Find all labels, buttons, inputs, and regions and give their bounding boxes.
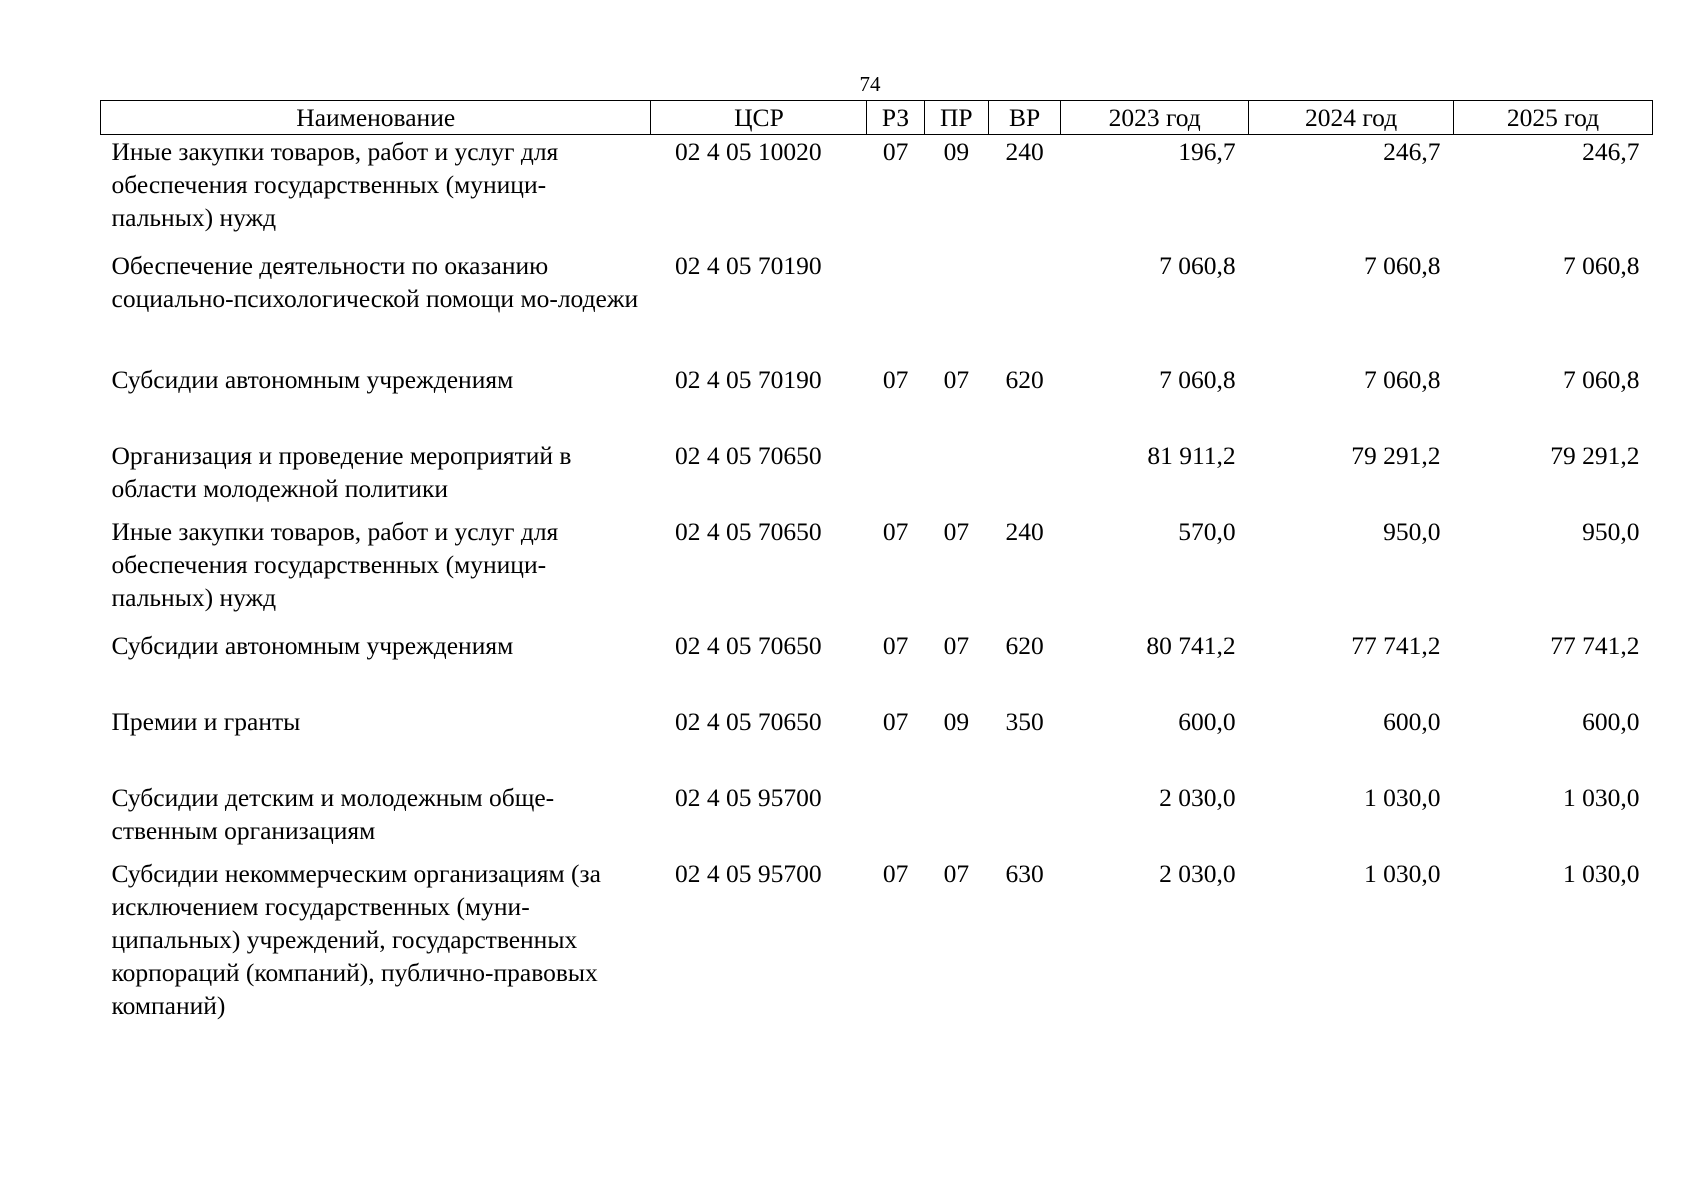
row-pr: 07 bbox=[943, 364, 970, 394]
table-row bbox=[101, 515, 1653, 629]
table-row bbox=[101, 363, 1653, 439]
row-vr: 350 bbox=[1005, 706, 1044, 736]
row-name: Премии и гранты bbox=[111, 706, 301, 736]
row-2024: 7 060,8 bbox=[1364, 250, 1441, 280]
header-2023: 2023 год bbox=[1061, 101, 1249, 135]
table-row bbox=[101, 135, 1653, 249]
row-pr bbox=[924, 781, 988, 857]
row-csr: 02 4 05 70190 bbox=[674, 364, 822, 394]
row-vr bbox=[988, 439, 1060, 515]
row-2024: 77 741,2 bbox=[1351, 630, 1441, 660]
row-2024: 950,0 bbox=[1383, 516, 1441, 546]
row-2025: 950,0 bbox=[1582, 516, 1640, 546]
table-row bbox=[101, 249, 1653, 363]
row-csr: 02 4 05 70650 bbox=[674, 516, 822, 546]
row-csr: 02 4 05 95700 bbox=[674, 782, 822, 812]
row-csr: 02 4 05 70650 bbox=[674, 706, 822, 736]
row-2023: 2 030,0 bbox=[1159, 858, 1236, 888]
row-2023: 7 060,8 bbox=[1159, 250, 1236, 280]
row-pr bbox=[924, 439, 988, 515]
row-2024: 7 060,8 bbox=[1364, 364, 1441, 394]
row-name: Иные закупки товаров, работ и услуг для обеспечения государственных (муници-пальных) нужд bbox=[111, 137, 559, 232]
row-rz bbox=[867, 781, 924, 857]
row-name: Субсидии детским и молодежным обще-ственным организациям bbox=[111, 782, 555, 845]
header-row bbox=[101, 101, 1653, 135]
row-2025: 1 030,0 bbox=[1563, 782, 1640, 812]
row-vr: 240 bbox=[1005, 137, 1044, 166]
row-pr: 07 bbox=[943, 516, 970, 546]
row-2023: 7 060,8 bbox=[1159, 364, 1236, 394]
row-2023: 2 030,0 bbox=[1159, 782, 1236, 812]
row-2024: 1 030,0 bbox=[1364, 858, 1441, 888]
table-row bbox=[101, 705, 1653, 781]
row-vr: 620 bbox=[1005, 630, 1044, 660]
row-2025: 79 291,2 bbox=[1550, 440, 1640, 470]
row-2024: 79 291,2 bbox=[1351, 440, 1441, 470]
header-pr: ПР bbox=[924, 101, 988, 135]
header-rz: РЗ bbox=[867, 101, 924, 135]
row-name: Субсидии некоммерческим организациям (за исключением государственных (муни-ципальных) учреждений, государственных корпораций (компаний), публично-правовых компаний) bbox=[111, 858, 601, 1020]
table-row bbox=[101, 781, 1653, 857]
row-vr bbox=[988, 781, 1060, 857]
row-name: Субсидии автономным учреждениям bbox=[111, 364, 514, 394]
table-row bbox=[101, 857, 1653, 1027]
header-2025: 2025 год bbox=[1454, 101, 1653, 135]
row-vr: 620 bbox=[1005, 364, 1044, 394]
row-rz: 07 bbox=[882, 706, 909, 736]
table-row bbox=[101, 439, 1653, 515]
row-2023: 81 911,2 bbox=[1147, 440, 1236, 470]
header-csr: ЦСР bbox=[651, 101, 867, 135]
header-2024: 2024 год bbox=[1249, 101, 1454, 135]
header-name: Наименование bbox=[101, 101, 651, 135]
row-vr: 630 bbox=[1005, 858, 1044, 888]
row-csr: 02 4 05 95700 bbox=[674, 858, 822, 888]
row-rz: 07 bbox=[882, 630, 909, 660]
row-2025: 1 030,0 bbox=[1563, 858, 1640, 888]
row-rz: 07 bbox=[882, 137, 909, 166]
row-pr: 07 bbox=[943, 630, 970, 660]
row-name: Обеспечение деятельности по оказанию социально-психологической помощи мо-лодежи bbox=[111, 250, 639, 313]
row-name: Организация и проведение мероприятий в области молодежной политики bbox=[111, 440, 572, 503]
row-2025: 7 060,8 bbox=[1563, 364, 1640, 394]
row-2023: 600,0 bbox=[1178, 706, 1236, 736]
row-2023: 570,0 bbox=[1178, 516, 1236, 546]
row-rz bbox=[867, 439, 924, 515]
row-vr bbox=[988, 249, 1060, 363]
row-pr: 07 bbox=[943, 858, 970, 888]
row-2023: 80 741,2 bbox=[1146, 630, 1236, 660]
row-csr: 02 4 05 70190 bbox=[674, 250, 822, 280]
row-rz bbox=[867, 249, 924, 363]
row-rz: 07 bbox=[882, 364, 909, 394]
row-rz: 07 bbox=[882, 516, 909, 546]
row-2024: 1 030,0 bbox=[1364, 782, 1441, 812]
row-csr: 02 4 05 70650 bbox=[674, 630, 822, 660]
row-name: Иные закупки товаров, работ и услуг для обеспечения государственных (муници-пальных) нужд bbox=[111, 516, 559, 612]
row-2025: 7 060,8 bbox=[1563, 250, 1640, 280]
row-2024: 600,0 bbox=[1383, 706, 1441, 736]
page-number: 74 bbox=[859, 72, 881, 96]
row-2024: 246,7 bbox=[1383, 137, 1441, 166]
table-row bbox=[101, 629, 1653, 705]
row-2023: 196,7 bbox=[1178, 137, 1236, 166]
header-vr: ВР bbox=[988, 101, 1060, 135]
row-pr bbox=[924, 249, 988, 363]
row-csr: 02 4 05 70650 bbox=[674, 440, 822, 470]
row-name: Субсидии автономным учреждениям bbox=[111, 630, 514, 660]
row-pr: 09 bbox=[943, 137, 970, 166]
row-2025: 77 741,2 bbox=[1550, 630, 1640, 660]
row-2025: 246,7 bbox=[1582, 137, 1640, 166]
row-vr: 240 bbox=[1005, 516, 1044, 546]
row-csr: 02 4 05 10020 bbox=[674, 137, 822, 166]
row-pr: 09 bbox=[943, 706, 970, 736]
row-2025: 600,0 bbox=[1582, 706, 1640, 736]
budget-table bbox=[100, 100, 1653, 1027]
row-rz: 07 bbox=[882, 858, 909, 888]
